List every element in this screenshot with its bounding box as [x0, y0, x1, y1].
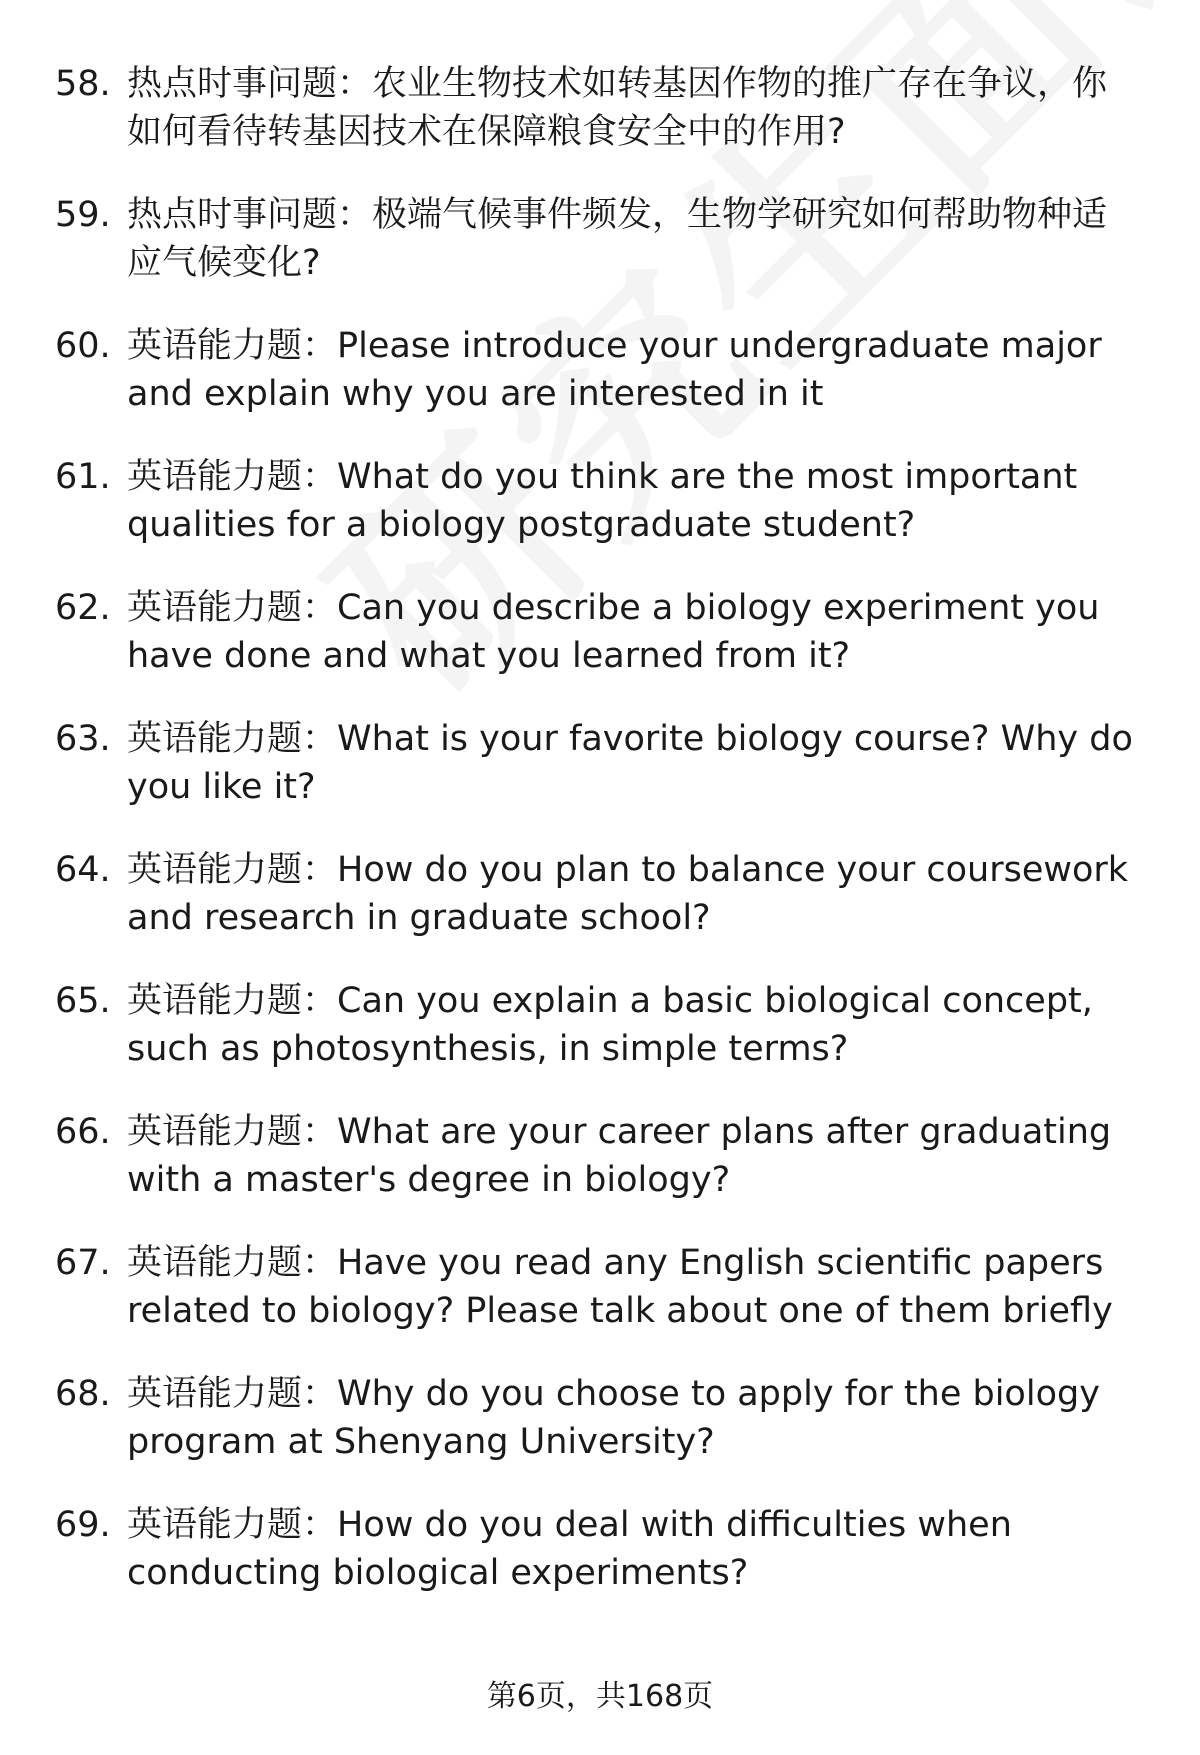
- question-line: and research in graduate school?: [127, 898, 711, 938]
- question-line: qualities for a biology postgraduate student?: [127, 505, 916, 545]
- question-text: [127, 1370, 1147, 1466]
- question-text: [127, 453, 1147, 549]
- question-number: 67.: [55, 1243, 111, 1283]
- question-line: 英语能力题：How do you deal with difficulties when: [127, 1505, 1012, 1545]
- question-text: [127, 1239, 1147, 1335]
- question-line: 如何看待转基因技术在保障粮食安全中的作用?: [127, 112, 846, 152]
- question-item: [0, 1370, 1200, 1501]
- question-item: [0, 1108, 1200, 1239]
- question-line: 应气候变化?: [127, 243, 321, 283]
- question-line: you like it?: [127, 767, 316, 807]
- question-item: [0, 453, 1200, 584]
- question-line: 热点时事问题：农业生物技术如转基因作物的推广存在争议，你: [127, 64, 1108, 104]
- question-line: 英语能力题：Have you read any English scientific papers: [127, 1243, 1104, 1283]
- question-item: [0, 584, 1200, 715]
- question-item: [0, 977, 1200, 1108]
- question-list: [0, 60, 1200, 1632]
- question-line: program at Shenyang University?: [127, 1422, 715, 1462]
- question-number: 58.: [55, 64, 111, 104]
- question-item: [0, 60, 1200, 191]
- question-line: 英语能力题：How do you plan to balance your coursework: [127, 850, 1129, 890]
- question-number: 60.: [55, 326, 111, 366]
- question-text: [127, 715, 1147, 811]
- question-line: 英语能力题：What is your favorite biology course? Why do: [127, 719, 1133, 759]
- question-text: [127, 584, 1147, 680]
- question-line: 英语能力题：Can you describe a biology experiment you: [127, 588, 1100, 628]
- question-line: related to biology? Please talk about one of them briefly: [127, 1291, 1113, 1331]
- question-number: 64.: [55, 850, 111, 890]
- question-text: [127, 60, 1147, 156]
- question-line: conducting biological experiments?: [127, 1553, 749, 1593]
- question-text: [127, 977, 1147, 1073]
- question-item: [0, 1239, 1200, 1370]
- question-item: [0, 846, 1200, 977]
- question-line: have done and what you learned from it?: [127, 636, 851, 676]
- question-text: [127, 846, 1147, 942]
- question-line: 英语能力题：What do you think are the most important: [127, 457, 1078, 497]
- question-number: 62.: [55, 588, 111, 628]
- question-line: 英语能力题：What are your career plans after graduating: [127, 1112, 1112, 1152]
- question-number: 65.: [55, 981, 111, 1021]
- question-item: [0, 322, 1200, 453]
- question-text: [127, 1108, 1147, 1204]
- question-text: [127, 1501, 1147, 1597]
- question-line: 英语能力题：Can you explain a basic biological concept,: [127, 981, 1093, 1021]
- question-item: [0, 715, 1200, 846]
- question-number: 68.: [55, 1374, 111, 1414]
- question-line: 英语能力题：Please introduce your undergraduate major: [127, 326, 1102, 366]
- question-number: 69.: [55, 1505, 111, 1545]
- question-number: 66.: [55, 1112, 111, 1152]
- question-line: and explain why you are interested in it: [127, 374, 824, 414]
- question-line: such as photosynthesis, in simple terms?: [127, 1029, 849, 1069]
- question-item: [0, 1501, 1200, 1632]
- question-number: 59.: [55, 195, 111, 235]
- question-number: 61.: [55, 457, 111, 497]
- question-item: [0, 191, 1200, 322]
- question-text: [127, 322, 1147, 418]
- question-line: 英语能力题：Why do you choose to apply for the biology: [127, 1374, 1100, 1414]
- question-text: [127, 191, 1147, 287]
- question-line: 热点时事问题：极端气候事件频发，生物学研究如何帮助物种适: [127, 195, 1108, 235]
- question-number: 63.: [55, 719, 111, 759]
- page-footer: 第6页，共168页: [486, 1679, 714, 1714]
- question-line: with a master's degree in biology?: [127, 1160, 731, 1200]
